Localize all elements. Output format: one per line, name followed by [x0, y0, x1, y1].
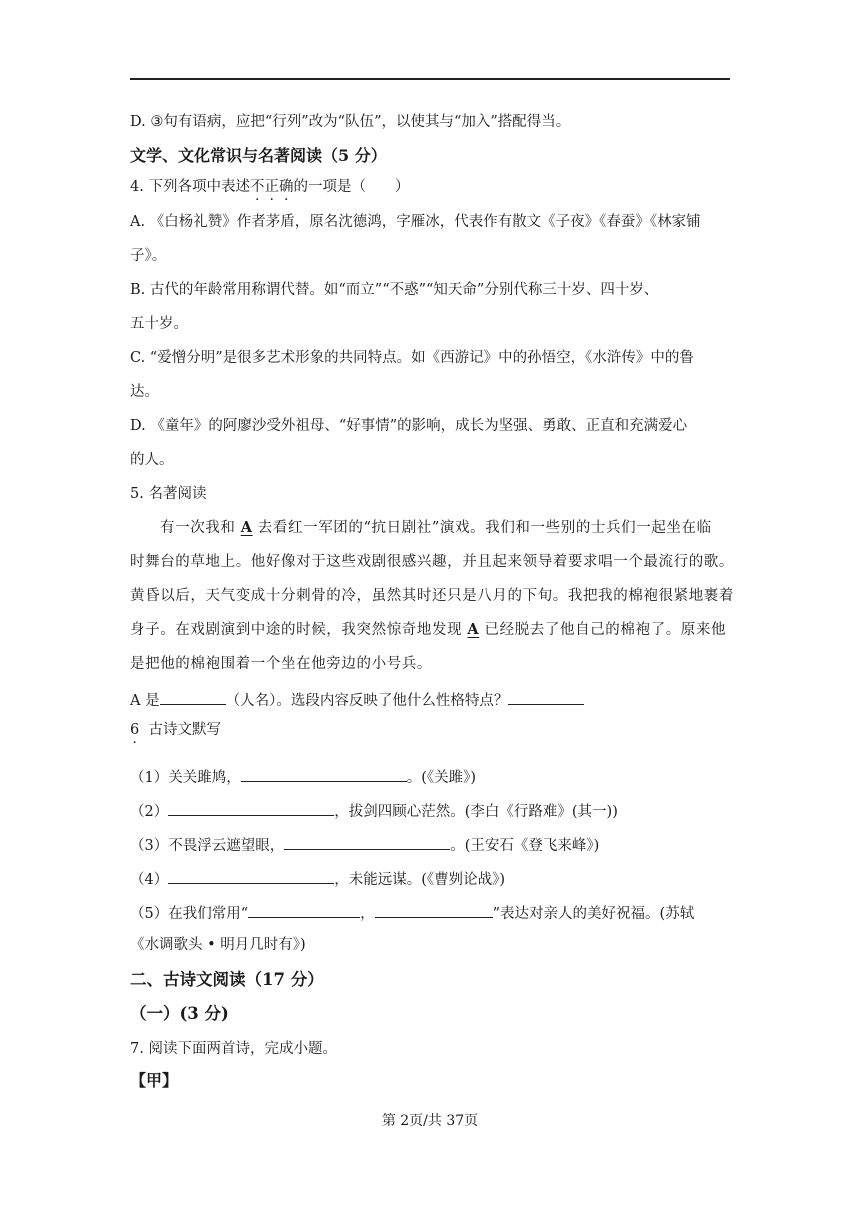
q5-ask-prefix: A 是 [130, 693, 160, 709]
q4-option-c-line2: 达。 [130, 384, 159, 400]
q6-item-text: （1）关关雎鸠， [130, 770, 241, 786]
q6-item-text: （4） [130, 872, 169, 888]
q6-item-4 [130, 867, 730, 890]
q6-item-text: （2） [130, 804, 169, 820]
q6-item-source: 。(王安石《登飞来峰》) [450, 838, 600, 854]
name-answer-blank[interactable] [160, 688, 226, 705]
q4-option-a-line1: A. 《白杨礼赞》作者茅盾，原名沈德鸿，字雁冰，代表作有散文《子夜》《春蚕》《林家铺 [130, 214, 701, 230]
q6-item-5-line2: 《水调歌头 • 明月几时有》) [130, 937, 306, 953]
page-footer: 第 2页/共 37页 [381, 1113, 479, 1129]
poem-blank-5a[interactable] [248, 901, 360, 918]
q4-option-d-line1: D. 《童年》的阿廖沙受外祖母、“好事情”的影响，成长为坚强、勇敢、正直和充满爱心 [130, 418, 688, 434]
q7-stem: 7. 阅读下面两首诗，完成小题。 [130, 1041, 337, 1057]
q4-option-d-line2: 的人。 [130, 452, 174, 468]
poem-blank-2[interactable] [168, 799, 334, 816]
q6-item-source: 。(《关雎》) [406, 770, 477, 786]
q5-text: 已经脱去了他自己的棉袍了。原来他 [484, 622, 727, 638]
q6-title-text: 古诗文默写 [148, 722, 221, 738]
q5-passage-line5: 是把他的棉袍围着一个坐在他旁边的小号兵。 [130, 656, 432, 672]
poem-blank-4[interactable] [168, 867, 334, 884]
q6-item-3 [130, 833, 730, 856]
trait-answer-blank[interactable] [508, 688, 584, 705]
q5-text: 有一次我和 [160, 520, 236, 536]
q5-passage-line1 [160, 518, 730, 538]
section-heading-classical: 二、古诗文阅读（17 分） [130, 970, 324, 989]
q4-emphasis-1: 不 [249, 179, 265, 195]
q6-number: 6 . [130, 722, 139, 738]
q6-item-text: （3）不畏浮云遮望眼， [130, 838, 285, 854]
q4-emphasis-3: 确 [278, 179, 294, 195]
q4-emphasis-2: 正 [264, 179, 279, 195]
q6-item-text: ， [360, 906, 375, 922]
q6-item-2 [130, 799, 730, 822]
header-rule [130, 78, 730, 80]
q5-label-a: A [240, 519, 253, 536]
poem-jia-label: 【甲】 [130, 1071, 179, 1090]
q6-item-text: （5）在我们常用“ [130, 906, 249, 922]
q5-ask-text: （人名）。选段内容反映了他什么性格特点？ [225, 693, 509, 709]
q4-option-a-line2: 子》。 [130, 248, 167, 264]
q4-prefix: 4. 下列各项中表述 [130, 179, 250, 195]
q6-item-1 [130, 765, 730, 788]
q4-option-c-line1: C. “爱憎分明”是很多艺术形象的共同特点。如《西游记》中的孙悟空，《水浒传》中的鲁 [130, 350, 694, 366]
q3-option-d: D. ③句有语病，应把“行列”改为“队伍”，以使其与“加入”搭配得当。 [130, 114, 571, 130]
q5-passage-line3: 黄昏以后，天气变成十分刺骨的冷，虽然其时还只是八月的下旬。我把我的棉袍很紧地裹着 [130, 588, 734, 604]
q4-suffix: 的一项是（ ） [293, 179, 410, 195]
q6-title [130, 720, 730, 740]
q5-label-a: A [467, 621, 480, 638]
q6-item-source: ，拔剑四顾心茫然。(李白《行路难》(其一)) [334, 804, 618, 820]
q5-passage-line2: 时舞台的草地上。他好像对于这些戏剧很感兴趣，并且起来领导着要求唱一个最流行的歌。 [130, 554, 734, 570]
q6-item-source: ”表达对亲人的美好祝福。(苏轼 [492, 906, 695, 922]
poem-blank-5b[interactable] [375, 901, 493, 918]
q6-item-source: ，未能远谋。(《曹刿论战》) [334, 872, 506, 888]
q5-question [130, 688, 730, 711]
q4-option-b-line1: B. 古代的年龄常用称谓代替。如“而立”“不惑”“知天命”分别代称三十岁、四十岁、 [130, 282, 659, 298]
q5-text: 去看红一军团的“抗日剧社”演戏。我们和一些别的士兵们一起坐在临 [257, 520, 712, 536]
q6-item-5 [130, 901, 730, 924]
poem-blank-1[interactable] [241, 765, 407, 782]
q5-title: 5. 名著阅读 [130, 486, 207, 502]
poem-blank-3[interactable] [284, 833, 450, 850]
q5-text: 身子。在戏剧演到中途的时候，我突然惊奇地发现 [130, 622, 463, 638]
section-heading-literature: 文学、文化常识与名著阅读（5 分） [130, 146, 387, 165]
q4-option-b-line2: 五十岁。 [130, 316, 188, 332]
subsection-heading: （一）(3 分) [130, 1004, 229, 1023]
q4-stem [130, 177, 730, 197]
q5-passage-line4 [130, 620, 730, 640]
